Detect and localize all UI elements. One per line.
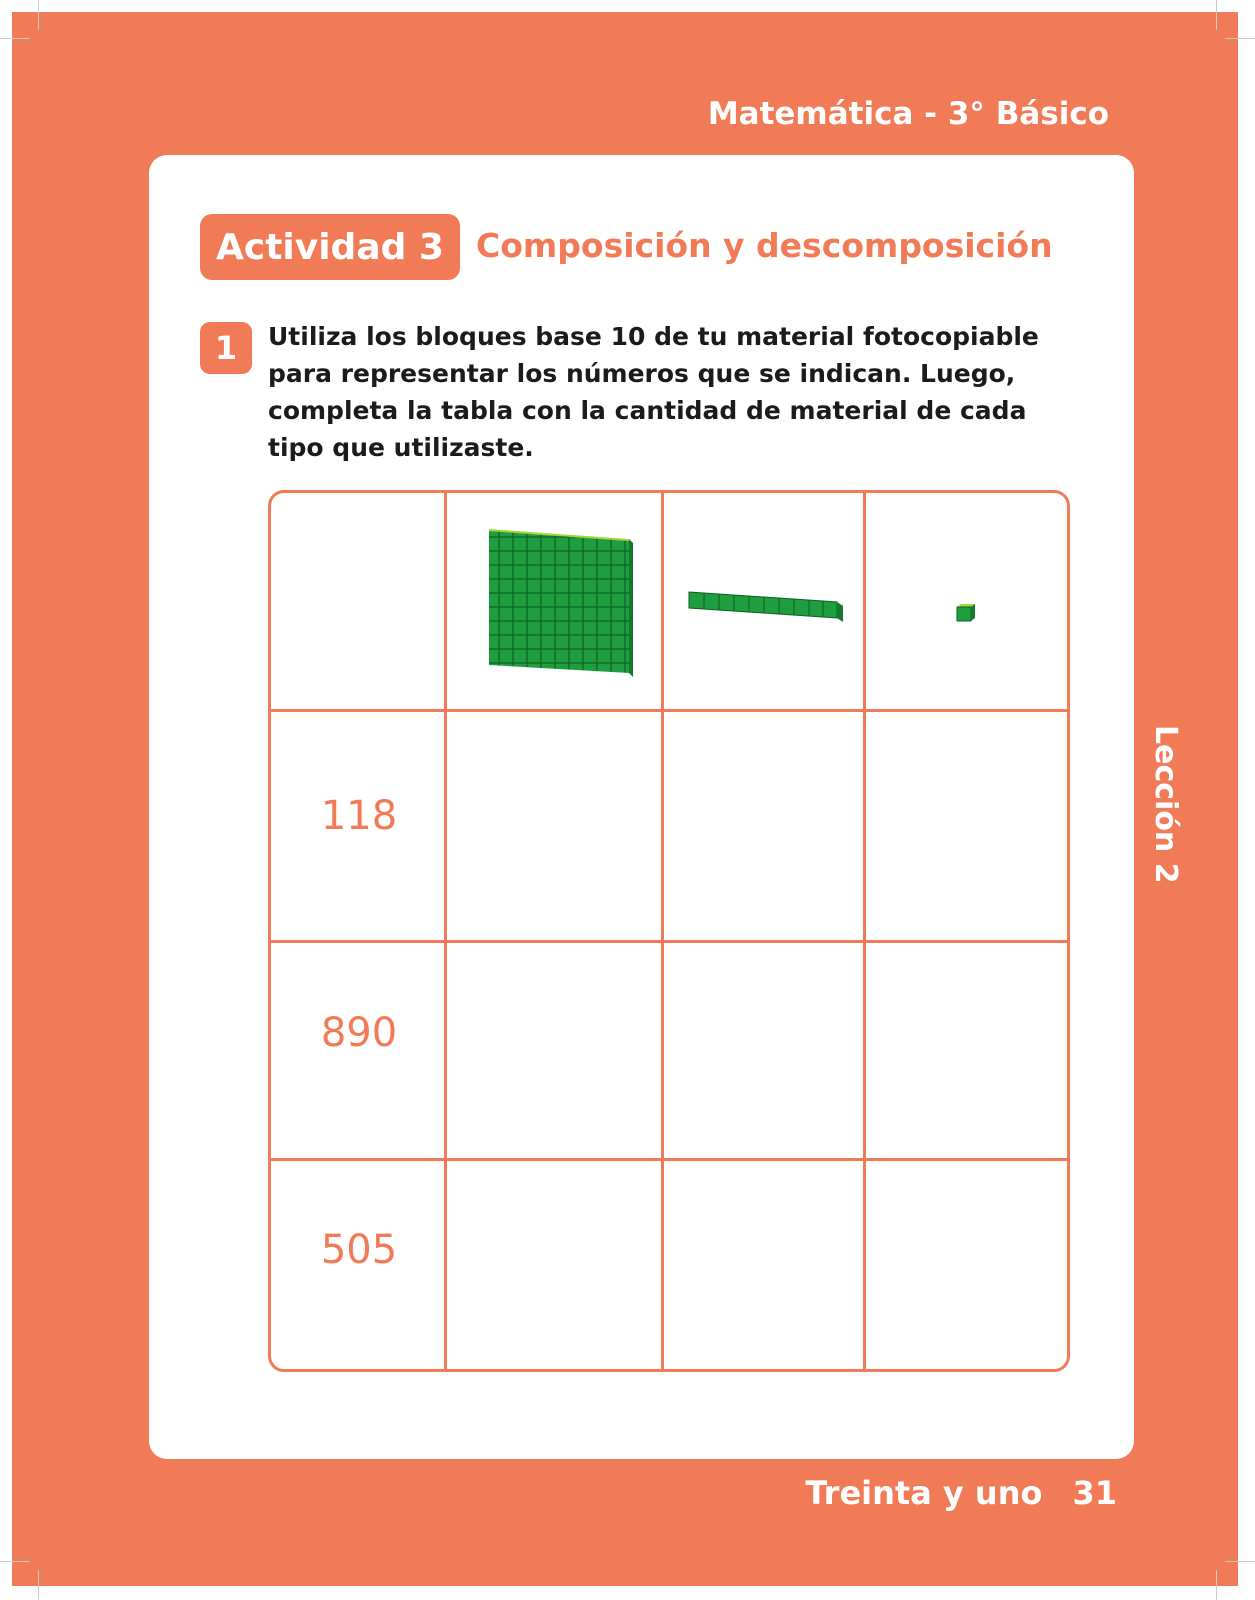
page-words: Treinta y uno xyxy=(805,1474,1043,1512)
crop-mark xyxy=(0,1561,30,1562)
row-number-505: 505 xyxy=(320,1227,398,1273)
activity-title: Composición y descomposición xyxy=(476,226,1053,265)
answer-cell[interactable] xyxy=(664,943,863,1158)
header-title: Matemática - 3° Básico xyxy=(707,96,1109,132)
answer-cell[interactable] xyxy=(866,943,1067,1158)
hundred-block-icon xyxy=(485,523,635,683)
row-number-890: 890 xyxy=(320,1010,398,1056)
answer-cell[interactable] xyxy=(447,712,661,940)
ten-rod-icon xyxy=(687,588,847,628)
answer-cell[interactable] xyxy=(866,1161,1067,1369)
crop-mark xyxy=(1225,1561,1255,1562)
answer-cell[interactable] xyxy=(447,943,661,1158)
unit-cube-icon xyxy=(955,603,977,627)
question-number: 1 xyxy=(200,322,252,374)
question-instruction: Utiliza los bloques base 10 de tu material fotocopiable para representar los números que se indican. Luego, completa la tabla con la cantidad de material de cada tipo que utilizaste. xyxy=(268,322,1039,462)
activity-badge: Actividad 3 xyxy=(200,214,460,280)
crop-mark xyxy=(1216,0,1217,30)
page-number: 31 xyxy=(1072,1474,1117,1512)
lesson-tab: Lección 2 xyxy=(1148,725,1183,884)
crop-mark xyxy=(0,38,30,39)
crop-mark xyxy=(1216,1570,1217,1600)
answer-cell[interactable] xyxy=(866,712,1067,940)
crop-mark xyxy=(38,0,39,30)
crop-mark xyxy=(38,1570,39,1600)
answer-cell[interactable] xyxy=(447,1161,661,1369)
crop-mark xyxy=(1225,38,1255,39)
answer-table xyxy=(268,490,1070,1372)
row-number-118: 118 xyxy=(320,793,398,839)
answer-cell[interactable] xyxy=(664,1161,863,1369)
answer-cell[interactable] xyxy=(664,712,863,940)
page-footer xyxy=(805,1474,1117,1512)
